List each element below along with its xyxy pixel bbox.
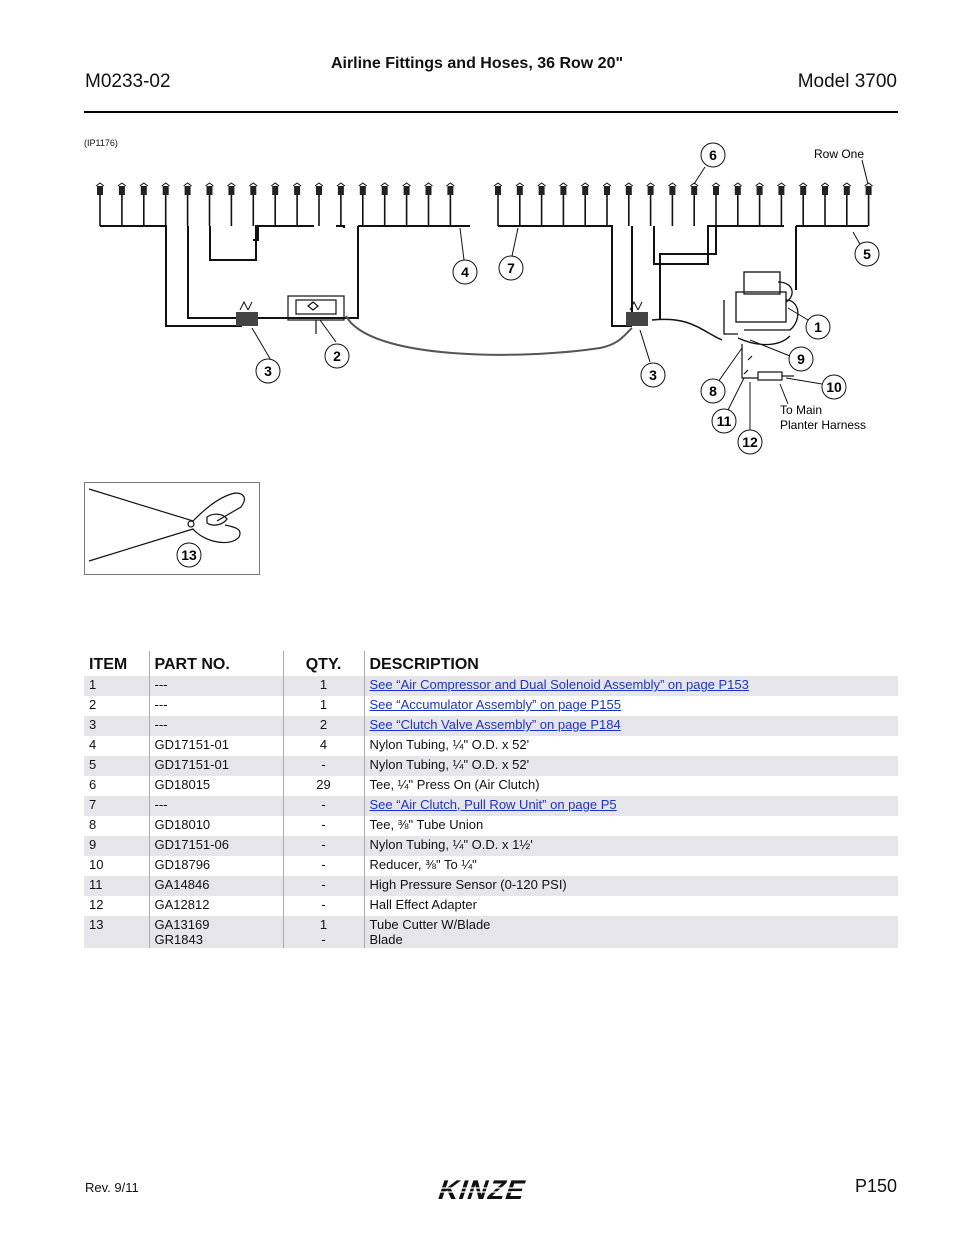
row-fitting (162, 183, 170, 226)
table-row (84, 896, 898, 916)
row-fitting (140, 183, 148, 226)
item-cell: 4 (89, 737, 97, 752)
compressor-assembly (724, 272, 798, 345)
part-no-cell: --- (149, 676, 283, 696)
description-cell[interactable] (364, 716, 898, 736)
description-link[interactable]: See “Accumulator Assembly” on page P155 (369, 697, 621, 712)
page-number: P150 (854, 1176, 897, 1196)
main-tubing (100, 226, 868, 326)
table-row (84, 856, 898, 876)
row-fitting (315, 183, 323, 226)
cell-line: 1 (319, 917, 328, 932)
part-no-cell: --- (149, 696, 283, 716)
revision-date: Rev. 9/11 (85, 1180, 139, 1195)
parts-table (84, 651, 898, 948)
row-fitting (734, 183, 742, 226)
table-row (84, 836, 898, 856)
row-fitting (603, 183, 611, 226)
qty-cell: - (283, 836, 364, 856)
description-cell[interactable] (364, 796, 898, 816)
item-cell: 10 (89, 857, 104, 872)
row-fitting (647, 183, 655, 226)
qty-cell: 1 (283, 676, 364, 696)
svg-text:3: 3 (649, 367, 657, 383)
row-fitting (516, 183, 524, 226)
part-no-cell (149, 916, 283, 948)
description-cell: Tee, ⅜" Tube Union (364, 816, 898, 836)
parts-table-body (84, 676, 898, 948)
qty-cell: 29 (283, 776, 364, 796)
col-header-description: DESCRIPTION (364, 651, 898, 676)
qty-cell: - (283, 756, 364, 776)
supply-hose-right (652, 319, 722, 340)
description-cell: High Pressure Sensor (0-120 PSI) (364, 876, 898, 896)
item-cell: 8 (89, 817, 97, 832)
item-cell: 5 (84, 756, 149, 776)
item-cell: 1 (84, 676, 149, 696)
sensor-assembly (742, 344, 794, 380)
clutch-valve-right (626, 302, 648, 326)
row-fitting (712, 183, 720, 226)
row-fitting (227, 183, 235, 226)
part-no-cell: GD17151-01 (149, 736, 283, 756)
cell-line: Blade (369, 932, 403, 947)
part-no-cell: --- (149, 716, 283, 736)
item-cell: 11 (84, 876, 149, 896)
item-cell (84, 916, 149, 948)
row-fitting (799, 183, 807, 226)
callout-8 (701, 379, 725, 403)
table-header-row (84, 651, 898, 676)
qty-cell: - (283, 856, 364, 876)
col-header-part-no: PART NO. (149, 651, 283, 676)
callout-2 (325, 344, 349, 368)
callout-4 (453, 260, 477, 284)
part-no-cell: GD17151-01 (149, 756, 283, 776)
row-fitting (293, 183, 301, 226)
row-fitting (403, 183, 411, 226)
row-fitting (538, 183, 546, 226)
clutch-valve-left (236, 302, 258, 326)
row-fitting (249, 183, 257, 226)
table-row (84, 756, 898, 776)
item-cell: 6 (89, 777, 97, 792)
row-fitting (359, 183, 367, 226)
row-fitting (865, 183, 873, 226)
callout-11 (822, 375, 846, 399)
row-fitting (581, 183, 589, 226)
table-row (84, 676, 898, 696)
svg-text:9: 9 (797, 351, 805, 367)
description-cell[interactable] (364, 676, 898, 696)
svg-text:6: 6 (709, 147, 717, 163)
table-row (84, 776, 898, 796)
part-no-cell: GD18015 (149, 776, 283, 796)
description-cell: Nylon Tubing, ¼" O.D. x 52' (364, 756, 898, 776)
svg-text:13: 13 (181, 547, 197, 563)
row-fitting (337, 183, 345, 226)
description-cell[interactable] (364, 696, 898, 716)
table-row (84, 716, 898, 736)
row-fitting (206, 183, 214, 226)
svg-text:2: 2 (333, 348, 341, 364)
description-cell: Nylon Tubing, ¼" O.D. x 1½' (364, 836, 898, 856)
model-name: Model 3700 (797, 71, 897, 92)
row-fitting (425, 183, 433, 226)
table-row (84, 736, 898, 756)
cell-line: GA13169 (154, 917, 210, 932)
svg-text:4: 4 (461, 264, 469, 280)
description-link[interactable]: See “Air Compressor and Dual Solenoid Assembly” on page P153 (369, 677, 749, 692)
table-row (84, 696, 898, 716)
row-fitting (668, 183, 676, 226)
part-no-cell: GD17151-06 (149, 836, 283, 856)
page-title: Airline Fittings and Hoses, 36 Row 20" (330, 55, 624, 72)
row-fitting (446, 183, 454, 226)
qty-cell: 2 (283, 716, 364, 736)
item-cell: 9 (84, 836, 149, 856)
row-fitting (756, 183, 764, 226)
cell-line: 13 (89, 917, 104, 932)
callout-5 (855, 242, 879, 266)
qty-cell (283, 916, 364, 948)
callout-7 (701, 143, 725, 167)
part-no-cell: --- (149, 796, 283, 816)
callout-6 (499, 256, 523, 280)
item-cell: 3 (84, 716, 149, 736)
cell-line: GR1843 (154, 932, 203, 947)
callout-13 (177, 543, 201, 567)
callout-3-left (256, 359, 280, 383)
row-fitting (96, 183, 104, 226)
cell-line: - (321, 932, 326, 947)
svg-text:KINZE: KINZE (434, 1176, 531, 1204)
part-no-cell: GA14846 (149, 876, 283, 896)
qty-cell: - (283, 876, 364, 896)
row-fitting (690, 183, 698, 226)
document-number: M0233-02 (85, 71, 171, 92)
col-header-item: ITEM (89, 656, 128, 673)
cell-line: Tube Cutter W/Blade (369, 917, 491, 932)
airline-diagram (0, 130, 954, 470)
row-fitting (625, 183, 633, 226)
item-cell: 2 (89, 697, 97, 712)
qty-cell: - (283, 896, 364, 916)
callout-1 (806, 315, 830, 339)
svg-text:3: 3 (264, 363, 272, 379)
svg-text:11: 11 (716, 413, 732, 429)
row-fittings (96, 183, 873, 226)
planter-harness-label: Planter Harness (780, 418, 867, 432)
row-fitting (821, 183, 829, 226)
svg-text:7: 7 (507, 260, 515, 276)
part-no-cell: GD18010 (149, 816, 283, 836)
part-no-cell: GD18796 (149, 856, 283, 876)
tube-cutter-illustration (84, 482, 260, 575)
row-fitting (118, 183, 126, 226)
item-cell: 7 (84, 796, 149, 816)
row-fitting (271, 183, 279, 226)
callout-12 (738, 430, 762, 454)
row-one-label: Row One (814, 147, 865, 161)
svg-text:1: 1 (814, 319, 822, 335)
description-cell: Reducer, ⅜" To ¼" (364, 856, 898, 876)
row-fitting (777, 183, 785, 226)
svg-text:10: 10 (826, 379, 842, 395)
table-row (84, 916, 898, 948)
row-fitting (559, 183, 567, 226)
kinze-logo (432, 1176, 552, 1209)
table-row (84, 816, 898, 836)
row-fitting (843, 183, 851, 226)
qty-cell: - (283, 816, 364, 836)
callout-9 (712, 409, 736, 433)
description-cell: Tee, ¼" Press On (Air Clutch) (364, 776, 898, 796)
accumulator-left (288, 296, 344, 334)
description-cell: Nylon Tubing, ¼" O.D. x 52' (364, 736, 898, 756)
leader-lines (252, 160, 868, 430)
qty-cell: 1 (283, 696, 364, 716)
description-link[interactable]: See “Air Clutch, Pull Row Unit” on page P5 (369, 797, 617, 812)
row-fitting (494, 183, 502, 226)
col-header-qty: QTY. (283, 651, 364, 676)
callout-3-right (641, 363, 665, 387)
callout-10 (789, 347, 813, 371)
svg-text:8: 8 (709, 383, 717, 399)
svg-text:12: 12 (742, 434, 758, 450)
figure-id: (IP1176) (84, 138, 118, 148)
row-fitting (184, 183, 192, 226)
row-fitting (381, 183, 389, 226)
header-divider (84, 111, 898, 113)
supply-hose-left (346, 316, 632, 355)
part-no-cell: GA12812 (149, 896, 283, 916)
description-cell: Hall Effect Adapter (364, 896, 898, 916)
description-link[interactable]: See “Clutch Valve Assembly” on page P184 (369, 717, 621, 732)
table-row (84, 876, 898, 896)
to-main-label: To Main (780, 403, 823, 417)
qty-cell: 4 (283, 736, 364, 756)
table-row (84, 796, 898, 816)
description-cell (364, 916, 898, 948)
item-cell: 12 (89, 897, 104, 912)
svg-text:5: 5 (863, 246, 871, 262)
qty-cell: - (283, 796, 364, 816)
